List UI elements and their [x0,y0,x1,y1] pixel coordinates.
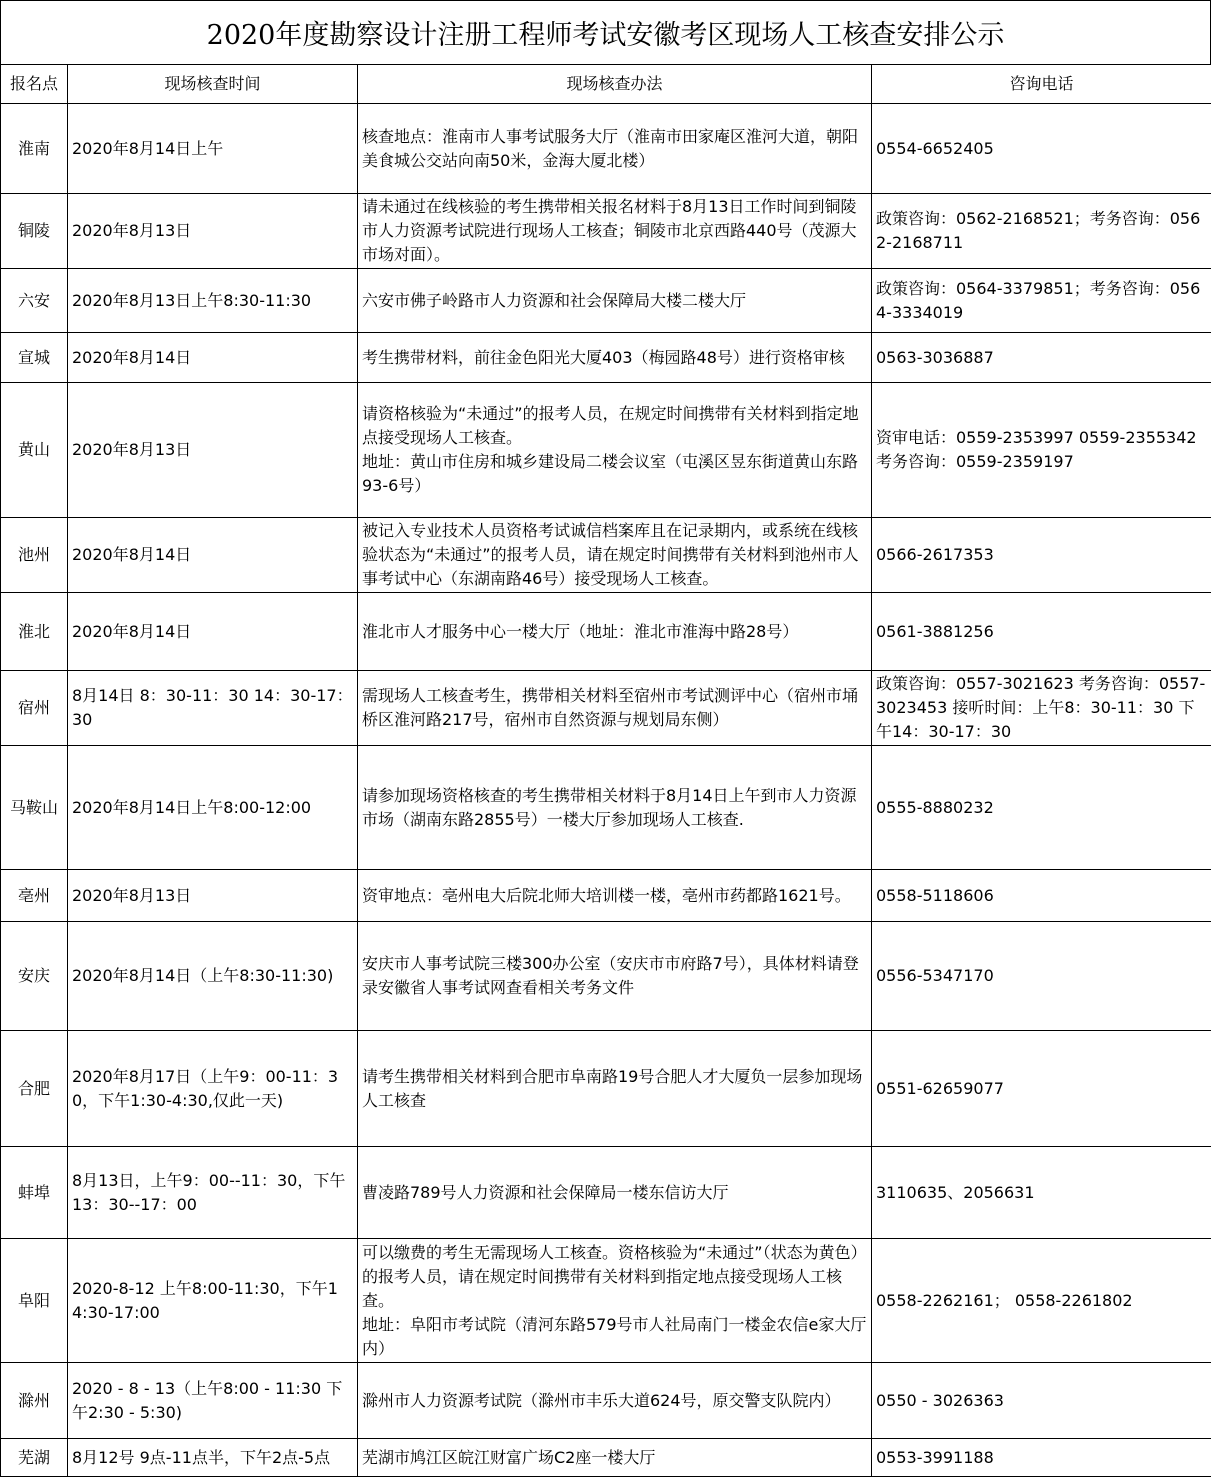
cell-time: 2020年8月14日 [68,593,358,671]
cell-method: 资审地点：亳州电大后院北师大培训楼一楼，亳州市药都路1621号。 [358,870,872,922]
cell-phone: 0563-3036887 [872,333,1211,383]
cell-time: 8月14日 8：30-11：30 14：30-17：30 [68,671,358,746]
cell-site: 亳州 [1,870,68,922]
cell-time: 2020 - 8 - 13（上午8:00 - 11:30 下午2:30 - 5:30) [68,1363,358,1439]
table-row [1,1363,1211,1439]
cell-site: 宣城 [1,333,68,383]
cell-site: 淮北 [1,593,68,671]
cell-time: 8月12号 9点-11点半，下午2点-5点 [68,1439,358,1477]
cell-site: 六安 [1,269,68,333]
cell-site: 阜阳 [1,1239,68,1363]
cell-site: 芜湖 [1,1439,68,1477]
cell-method: 芜湖市鸠江区皖江财富广场C2座一楼大厅 [358,1439,872,1477]
cell-site: 池州 [1,518,68,593]
cell-phone: 0566-2617353 [872,518,1211,593]
cell-phone: 政策咨询：0562-2168521；考务咨询：0562-2168711 [872,194,1211,269]
cell-phone: 0550 - 3026363 [872,1363,1211,1439]
header-time: 现场核查时间 [68,65,358,104]
header-method: 现场核查办法 [358,65,872,104]
cell-phone: 0553-3991188 [872,1439,1211,1477]
cell-method: 请资格核验为“未通过”的报考人员，在规定时间携带有关材料到指定地点接受现场人工核查。 地址：黄山市住房和城乡建设局二楼会议室（屯溪区昱东街道黄山东路93-6号） [358,383,872,518]
cell-site: 宿州 [1,671,68,746]
table-row [1,922,1211,1031]
cell-site: 合肥 [1,1031,68,1147]
table-row [1,104,1211,194]
cell-method: 被记入专业技术人员资格考试诚信档案库且在记录期内，或系统在线核验状态为“未通过”的报考人员，请在规定时间携带有关材料到池州市人事考试中心（东湖南路46号）接受现场人工核查。 [358,518,872,593]
cell-time: 2020年8月17日（上午9：00-11：30，下午1:30-4:30,仅此一天) [68,1031,358,1147]
cell-method: 曹凌路789号人力资源和社会保障局一楼东信访大厅 [358,1147,872,1239]
cell-time: 2020年8月14日上午 [68,104,358,194]
cell-method: 六安市佛子岭路市人力资源和社会保障局大楼二楼大厅 [358,269,872,333]
table-row [1,593,1211,671]
cell-site: 安庆 [1,922,68,1031]
cell-phone: 0551-62659077 [872,1031,1211,1147]
cell-method: 可以缴费的考生无需现场人工核查。资格核验为“未通过”（状态为黄色）的报考人员，请在规定时间携带有关材料到指定地点接受现场人工核查。 地址：阜阳市考试院（清河东路579号市人社局南门一楼金农信e家大厅内） [358,1239,872,1363]
cell-method: 请考生携带相关材料到合肥市阜南路19号合肥人才大厦负一层参加现场人工核查 [358,1031,872,1147]
cell-time: 2020年8月14日上午8:00-12:00 [68,746,358,870]
cell-method: 核查地点：淮南市人事考试服务大厅（淮南市田家庵区淮河大道，朝阳美食城公交站向南50米，金海大厦北楼） [358,104,872,194]
table-row [1,1031,1211,1147]
table-row [1,383,1211,518]
cell-time: 2020年8月14日（上午8:30-11:30) [68,922,358,1031]
cell-phone: 3110635、2056631 [872,1147,1211,1239]
cell-site: 铜陵 [1,194,68,269]
table-row [1,194,1211,269]
cell-time: 2020-8-12 上午8:00-11:30，下午14:30-17:00 [68,1239,358,1363]
inspection-table [0,64,1211,1477]
cell-method: 安庆市人事考试院三楼300办公室（安庆市市府路7号），具体材料请登录安徽省人事考试网查看相关考务文件 [358,922,872,1031]
cell-phone: 0558-2262161； 0558-2261802 [872,1239,1211,1363]
cell-method: 淮北市人才服务中心一楼大厅（地址：淮北市淮海中路28号） [358,593,872,671]
cell-site: 马鞍山 [1,746,68,870]
cell-phone: 政策咨询：0564-3379851；考务咨询：0564-3334019 [872,269,1211,333]
cell-method: 滁州市人力资源考试院（滁州市丰乐大道624号，原交警支队院内） [358,1363,872,1439]
cell-site: 黄山 [1,383,68,518]
cell-phone: 0554-6652405 [872,104,1211,194]
table-header-row [1,65,1211,104]
table-row [1,1239,1211,1363]
cell-time: 2020年8月14日 [68,518,358,593]
cell-phone: 0561-3881256 [872,593,1211,671]
cell-time: 2020年8月13日上午8:30-11:30 [68,269,358,333]
cell-site: 蚌埠 [1,1147,68,1239]
cell-method: 考生携带材料，前往金色阳光大厦403（梅园路48号）进行资格审核 [358,333,872,383]
cell-time: 2020年8月13日 [68,383,358,518]
cell-phone: 资审电话：0559-2353997 0559-2355342 考务咨询：0559-2359197 [872,383,1211,518]
table-row [1,1147,1211,1239]
table-row [1,1439,1211,1477]
cell-phone: 0555-8880232 [872,746,1211,870]
cell-method: 请未通过在线核验的考生携带相关报名材料于8月13日工作时间到铜陵市人力资源考试院进行现场人工核查；铜陵市北京西路440号（茂源大市场对面）。 [358,194,872,269]
cell-site: 滁州 [1,1363,68,1439]
cell-method: 请参加现场资格核查的考生携带相关材料于8月14日上午到市人力资源市场（湖南东路2855号）一楼大厅参加现场人工核查. [358,746,872,870]
table-row [1,671,1211,746]
cell-time: 2020年8月13日 [68,194,358,269]
cell-method: 需现场人工核查考生，携带相关材料至宿州市考试测评中心（宿州市埇桥区淮河路217号，宿州市自然资源与规划局东侧） [358,671,872,746]
cell-phone: 0558-5118606 [872,870,1211,922]
table-row [1,518,1211,593]
table-row [1,870,1211,922]
cell-time: 8月13日，上午9：00--11：30，下午13：30--17：00 [68,1147,358,1239]
cell-site: 淮南 [1,104,68,194]
page-title: 2020年度勘察设计注册工程师考试安徽考区现场人工核查安排公示 [0,0,1211,64]
table-row [1,746,1211,870]
header-site: 报名点 [1,65,68,104]
table-row [1,269,1211,333]
cell-phone: 政策咨询：0557-3021623 考务咨询：0557-3023453 接听时间：上午8：30-11：30 下午14：30-17：30 [872,671,1211,746]
cell-time: 2020年8月13日 [68,870,358,922]
cell-time: 2020年8月14日 [68,333,358,383]
table-row [1,333,1211,383]
cell-phone: 0556-5347170 [872,922,1211,1031]
header-phone: 咨询电话 [872,65,1211,104]
